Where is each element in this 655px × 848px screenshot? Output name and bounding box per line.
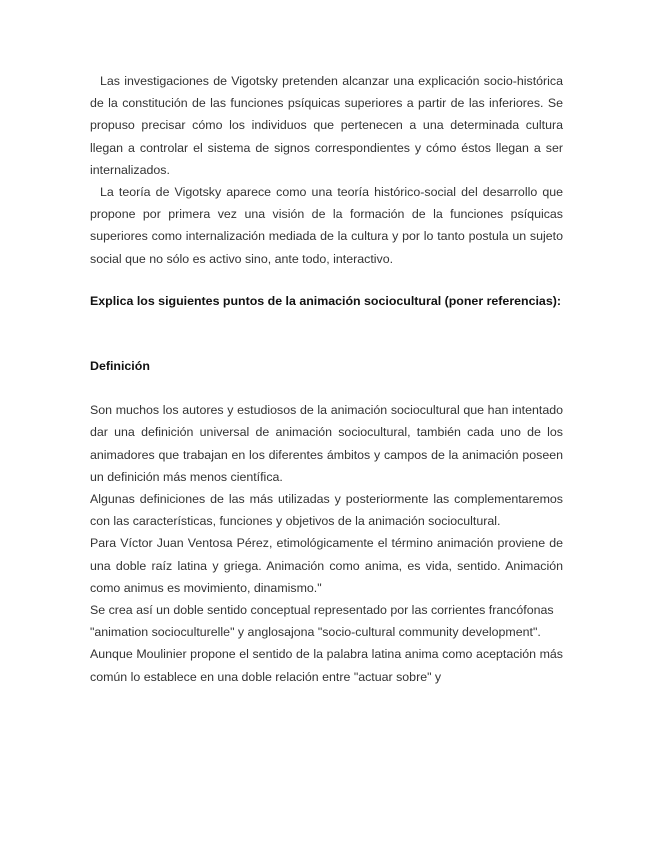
intro-paragraph-1: Las investigaciones de Vigotsky pretenden alcanzar una explicación socio-histórica de la constitución de las funciones psíquicas superiores a partir de las inferiores. Se propuso precisar cómo los individuos que pertenecen a una determinada cultura llegan a controlar el sistema de signos correspondientes y cómo éstos llegan a ser internalizados. bbox=[90, 74, 563, 177]
section-heading-definicion: Definición bbox=[90, 359, 150, 374]
definition-paragraph-1: Son muchos los autores y estudiosos de la animación sociocultural que han intentado dar una definición universal de animación sociocultural, también cada uno de los animadores que trabajan en los diferentes ámbitos y campos de la animación poseen un definición más menos científica. bbox=[90, 403, 563, 484]
document-page bbox=[90, 70, 563, 688]
definition-paragraph-4: Se crea así un doble sentido conceptual representado por las corrientes francófonas "animation socioculturelle" y anglosajona "socio-cultural community development". bbox=[90, 603, 554, 640]
definition-paragraph-2: Algunas definiciones de las más utilizadas y posteriormente las complementaremos con las características, funciones y objetivos de la animación sociocultural. bbox=[90, 492, 563, 529]
assignment-question: Explica los siguientes puntos de la animación sociocultural (poner referencias): bbox=[90, 293, 561, 308]
definition-paragraph-3: Para Víctor Juan Ventosa Pérez, etimológicamente el término animación proviene de una doble raíz latina y griega. Animación como anima, es vida, sentido. Animación como animus es movimiento, dinamismo." bbox=[90, 536, 563, 595]
definition-paragraph-5: Aunque Moulinier propone el sentido de la palabra latina anima como aceptación más común lo establece en una doble relación entre "actuar sobre" y bbox=[90, 647, 563, 684]
intro-paragraph-2: La teoría de Vigotsky aparece como una teoría histórico-social del desarrollo que propone por primera vez una visión de la formación de la funciones psíquicas superiores como internalización mediada de la cultura y por lo tanto postula un sujeto social que no sólo es activo sino, ante todo, interactivo. bbox=[90, 185, 563, 266]
definition-section bbox=[90, 399, 563, 688]
